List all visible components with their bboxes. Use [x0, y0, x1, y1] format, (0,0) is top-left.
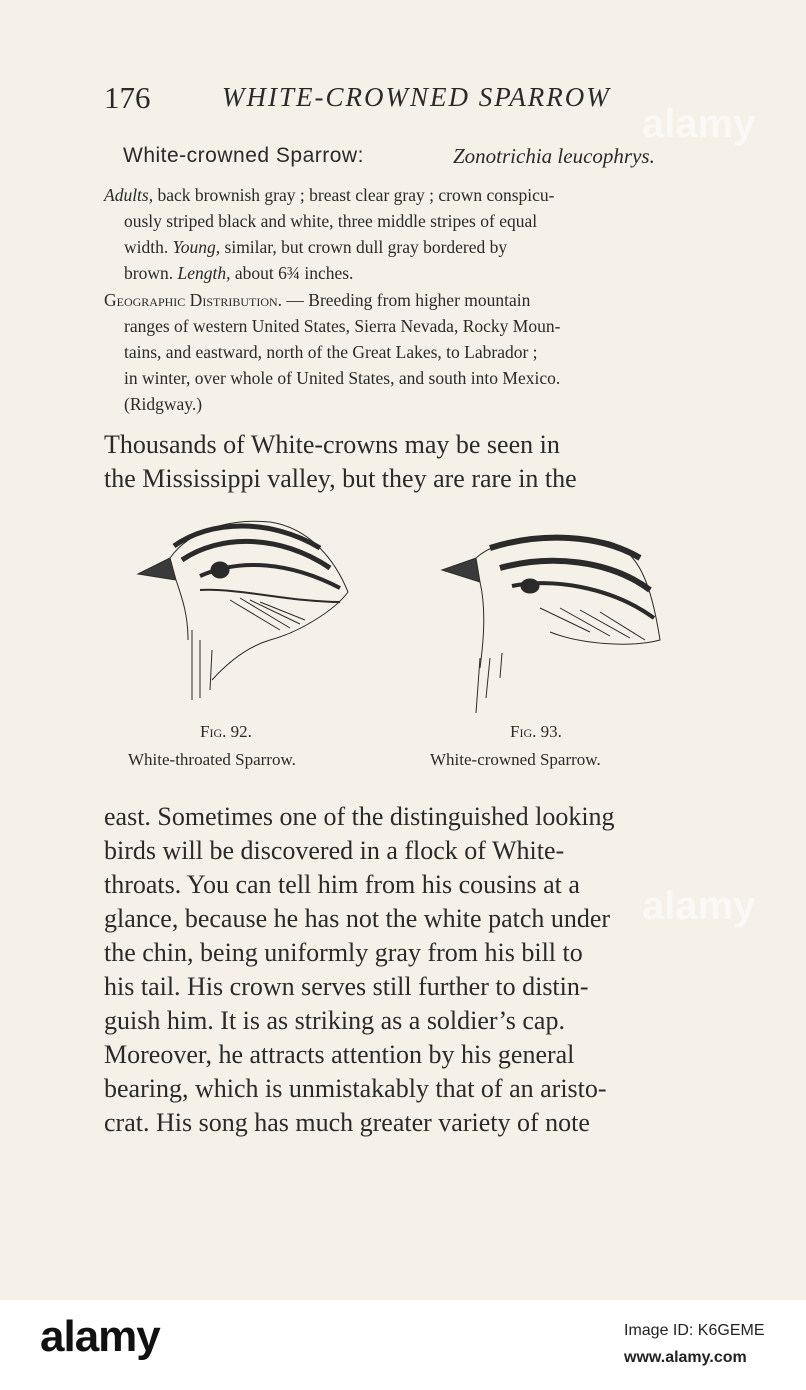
body-text-line: guish him. It is as striking as a soldier’s cap. [104, 1006, 565, 1035]
body-text-line: Thousands of White-crowns may be seen in [104, 430, 560, 459]
body-text-line: throats. You can tell him from his cousins at a [104, 870, 580, 899]
distribution-text: — Breeding from higher mountain [282, 290, 531, 310]
body-text-line: birds will be discovered in a flock of White- [104, 836, 565, 865]
distribution-line: ranges of western United States, Sierra Nevada, Rocky Moun- [124, 316, 561, 336]
description-text: back brownish gray ; breast clear gray ; crown conspicu- [153, 185, 555, 205]
description-line [124, 237, 507, 258]
running-head: WHITE-CROWNED SPARROW [222, 82, 611, 112]
watermark: alamy [642, 102, 756, 146]
page-number: 176 [104, 80, 151, 115]
figure-caption: White-throated Sparrow. [128, 750, 296, 769]
site-url: www.alamy.com [624, 1349, 747, 1366]
image-id: Image ID: K6GEME [624, 1322, 765, 1339]
body-text-line: Moreover, he attracts attention by his general [104, 1040, 575, 1069]
body-text-line: glance, because he has not the white patch under [104, 904, 611, 933]
distribution-line [104, 290, 530, 311]
body-text-line: his tail. His crown serves still further to distin- [104, 972, 589, 1001]
figure-number-text: Fig. 92. [200, 722, 252, 741]
body-text-line: the Mississippi valley, but they are rare in the [104, 464, 577, 493]
description-text: similar, but crown dull gray bordered by [220, 237, 508, 257]
description-text: width. [124, 237, 169, 257]
description-text: about 6¾ inches. [230, 263, 354, 283]
body-text-line: bearing, which is unmistakably that of an aristo- [104, 1074, 607, 1103]
alamy-logo: alamy [40, 1312, 160, 1361]
body-text-line: crat. His song has much greater variety of note [104, 1108, 590, 1137]
distribution-line: tains, and eastward, north of the Great Lakes, to Labrador ; [124, 342, 538, 362]
description-line [124, 263, 353, 284]
adults-label: Adults, [104, 185, 154, 205]
description-line: ously striped black and white, three middle stripes of equal [124, 211, 538, 231]
distribution-label: Geographic Distribution. [104, 290, 283, 310]
figure-number [200, 722, 252, 742]
length-label: Length, [177, 263, 231, 283]
figure-number-text: Fig. 93. [510, 722, 562, 741]
body-text-line: the chin, being uniformly gray from his bill to [104, 938, 583, 967]
distribution-line: in winter, over whole of United States, and south into Mexico. [124, 368, 561, 388]
figure-caption: White-crowned Sparrow. [430, 750, 601, 769]
species-common-name: White-crowned Sparrow: [123, 144, 364, 167]
distribution-line: (Ridgway.) [124, 394, 203, 414]
young-label: Young, [172, 237, 221, 257]
white-throated-sparrow-illustration [130, 510, 360, 710]
description-text: brown. [124, 263, 174, 283]
white-crowned-sparrow-illustration [440, 528, 670, 718]
description-line [104, 185, 555, 206]
species-latin-name: Zonotrichia leucophrys. [453, 144, 655, 168]
body-text-line: east. Sometimes one of the distinguished looking [104, 802, 615, 831]
watermark: alamy [642, 884, 756, 928]
figure-number [510, 722, 562, 742]
